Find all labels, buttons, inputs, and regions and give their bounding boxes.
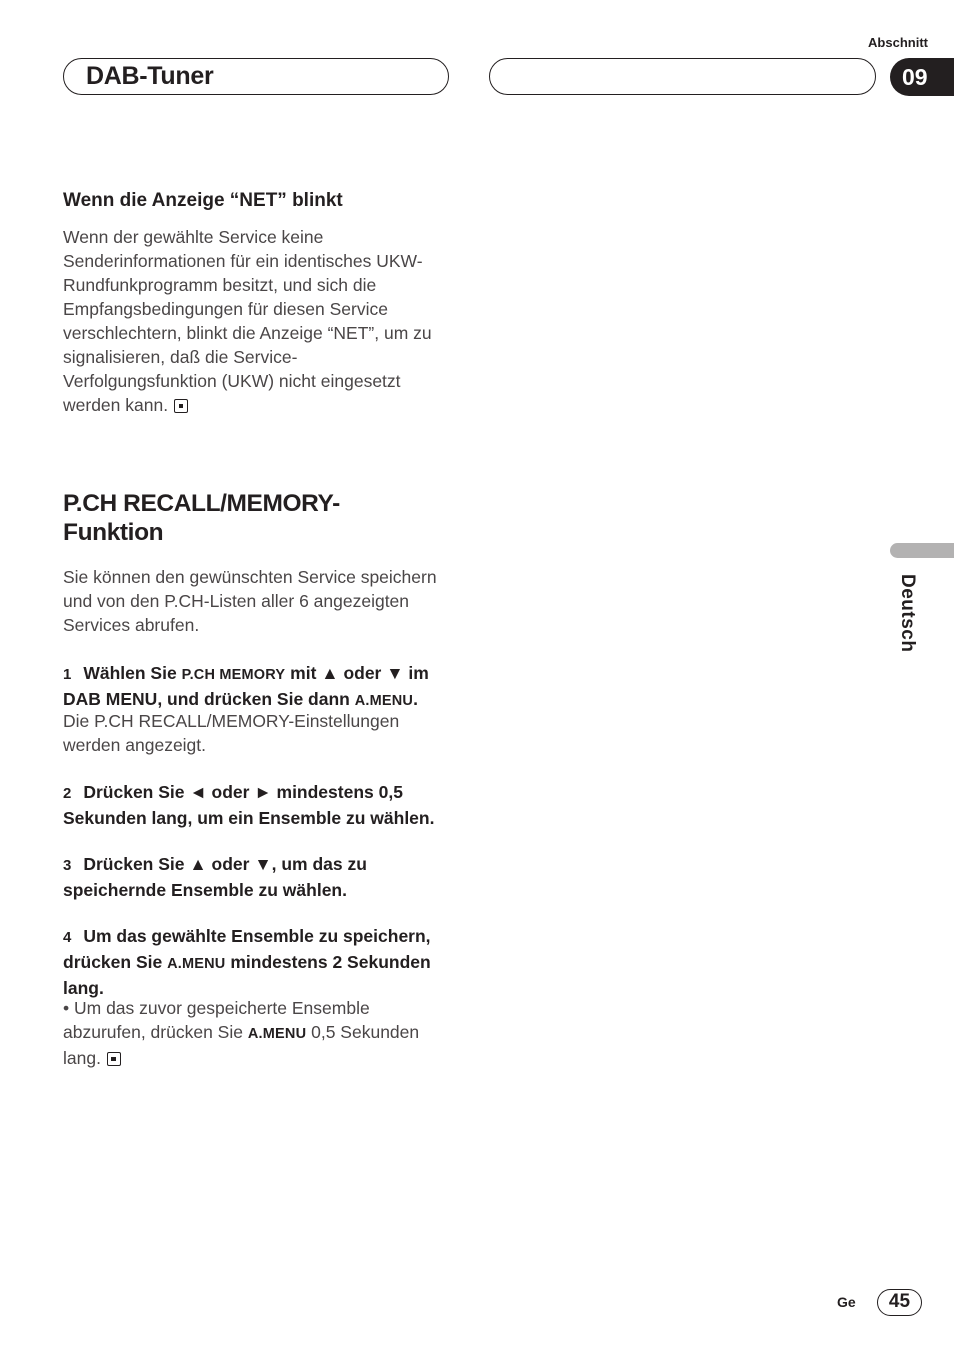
step-3-line: speichernde Ensemble zu wählen. [63,880,347,900]
bullet-line [63,1046,463,1070]
pch-intro-line: Services abrufen. [63,615,200,635]
language-code: Ge [837,1294,856,1310]
step-2-line [63,780,463,806]
net-line: Verfolgungsfunktion (UKW) nicht eingesetzt [63,371,401,391]
step-text: Drücken Sie ◄ oder ► mindestens 0,5 [83,782,403,802]
step-text: Wählen Sie [83,663,182,683]
net-line: Wenn der gewählte Service keine [63,227,324,247]
step-text: mit ▲ oder ▼ im [285,663,429,683]
step-text: Drücken Sie ▲ oder ▼, um das zu [83,854,367,874]
net-heading: Wenn die Anzeige “NET” blinkt [63,190,343,211]
net-paragraph [63,225,463,417]
section-number-badge: 09 [890,58,954,96]
bullet-text: 0,5 Sekunden [306,1022,420,1042]
language-tab-marker [890,543,954,558]
step-1-line [63,661,463,687]
step-text: , und drücken Sie dann [157,689,355,709]
step-2-line: Sekunden lang, um ein Ensemble zu wählen. [63,808,435,828]
step-text: drücken Sie [63,952,168,972]
net-line: Empfangsbedingungen für diesen Service [63,299,388,319]
step-3 [63,852,463,902]
language-label: Deutsch [897,574,918,653]
step-2 [63,780,463,830]
step-3-line [63,852,463,878]
step-1-note [63,709,463,757]
section-label: Abschnitt [868,35,928,50]
step-1 [63,661,463,713]
net-line: Rundfunkprogramm besitzt, und sich die [63,275,377,295]
step-text: . [413,689,418,709]
pch-intro-line: Sie können den gewünschten Service speichern [63,567,437,587]
net-line: signalisieren, daß die Service- [63,347,298,367]
header-title-frame [63,58,449,95]
bullet-line: • Um das zuvor gespeicherte Ensemble [63,998,370,1018]
key-label: A.MENU [247,1026,307,1042]
step-4-line: lang. [63,978,104,998]
step-number: 2 [63,785,72,802]
step-number: 3 [63,857,72,874]
header-empty-frame [489,58,876,95]
pch-heading-line: Funktion [63,519,164,546]
key-label: P.CH MEMORY [181,667,286,683]
step-number: 1 [63,666,72,683]
bullet-text: abzurufen, drücken Sie [63,1022,248,1042]
step-4-line [63,950,463,976]
note-line: Die P.CH RECALL/MEMORY-Einstellungen [63,711,400,731]
step-text: mindestens 2 Sekunden [225,952,431,972]
key-label: A.MENU [167,956,226,972]
key-label: A.MENU [354,693,414,709]
pch-intro-line: und von den P.CH-Listen aller 6 angezeigten [63,591,410,611]
net-line-text: werden kann. [63,395,169,415]
page-title: DAB-Tuner [86,62,214,90]
step-text: DAB MENU [63,689,158,709]
end-of-section-icon [107,1052,121,1066]
step-4-bullet [63,996,463,1070]
step-number: 4 [63,929,72,946]
net-line-last [63,393,463,417]
step-text: Um das gewählte Ensemble zu speichern, [83,926,431,946]
net-line: verschlechtern, blinkt die Anzeige “NET”, um zu [63,323,432,343]
note-line: werden angezeigt. [63,735,207,755]
step-4-line [63,924,463,950]
step-4 [63,924,463,1000]
bullet-text: lang. [63,1048,101,1068]
pch-intro [63,565,463,637]
pch-heading [63,489,340,547]
net-line: Senderinformationen für ein identisches UKW- [63,251,423,271]
pch-heading-line: P.CH RECALL/MEMORY- [63,490,340,517]
bullet-line [63,1020,463,1046]
page-number: 45 [877,1289,922,1316]
end-of-section-icon [174,399,188,413]
